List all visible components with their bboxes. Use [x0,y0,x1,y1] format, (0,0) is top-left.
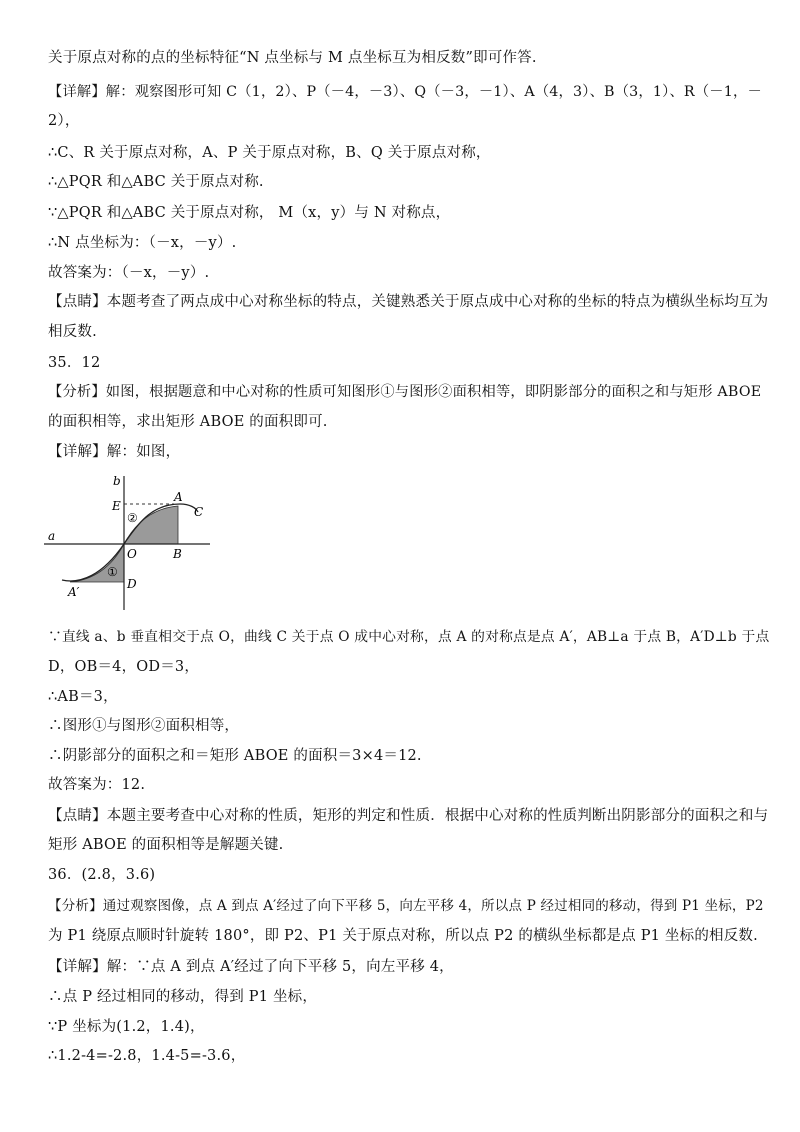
text-line: ∴AB＝3， [48,689,118,705]
text-line: ∴△PQR 和△ABC 关于原点对称. [48,174,264,190]
text-line: 相反数. [48,324,97,340]
label-region-1: ① [107,565,118,579]
text-line: 【点睛】本题主要考查中心对称的性质，矩形的判定和性质．根据中心对称的性质判断出阴影部分的面积之和与 [48,808,769,824]
label-region-2: ② [127,511,138,525]
question-number: 35．12 [48,355,101,371]
label-c: C [194,505,204,519]
text-line: ∴N 点坐标为：（－x，－y）. [48,235,237,251]
text-line: 【详解】解：观察图形可知 C（1，2）、P（－4，－3）、Q（－3，－1）、A（4，3）、B（3，1）、R（－1，－ [48,84,762,100]
text-line: 【分析】通过观察图像，点 A 到点 A′经过了向下平移 5，向左平移 4，所以点 P 经过相同的移动，得到 P1 坐标，P2 [48,898,764,914]
text-line: ∴阴影部分的面积之和＝矩形 ABOE 的面积＝3×4＝12. [48,748,422,764]
text-line: ∵P 坐标为(1.2，1.4)， [48,1019,205,1035]
text-line: 故答案为：（－x，－y）. [48,265,210,281]
symmetry-figure [40,468,220,616]
text-line: 关于原点对称的点的坐标特征“N 点坐标与 M 点坐标互为相反数”即可作答. [48,50,537,66]
text-line: 【详解】解：∵点 A 到点 A′经过了向下平移 5，向左平移 4， [48,959,454,975]
label-o: O [127,547,137,561]
text-line: 的面积相等，求出矩形 ABOE 的面积即可. [48,414,328,430]
label-b-point: B [173,547,182,561]
text-line: 【点睛】本题考查了两点成中心对称坐标的特点，关键熟悉关于原点成中心对称的坐标的特点为横纵坐标均互为 [48,294,769,310]
text-line: ∴1.2-4=-2.8，1.4-5=-3.6， [48,1048,246,1064]
text-line: ∵直线 a、b 垂直相交于点 O，曲线 C 关于点 O 成中心对称，点 A 的对称点是点 A′，AB⊥a 于点 B，A′D⊥b 于点 [48,629,770,645]
text-line: ∴点 P 经过相同的移动，得到 P1 坐标， [48,989,318,1005]
label-e: E [112,499,121,513]
text-line: 矩形 ABOE 的面积相等是解题关键. [48,837,284,853]
question-number: 36．(2.8，3.6) [48,867,156,883]
label-a-prime: A′ [68,585,80,599]
label-b: b [113,474,121,488]
text-line: 故答案为：12. [48,777,146,793]
text-line: 【详解】解：如图， [48,444,181,460]
label-axis-a: a [48,529,56,543]
text-line: D，OB＝4，OD＝3， [48,659,200,675]
text-line: 2）， [48,113,80,129]
text-line: ∴图形①与图形②面积相等， [48,718,240,734]
label-d: D [127,577,137,591]
text-line: ∴C、R 关于原点对称，A、P 关于原点对称，B、Q 关于原点对称， [48,145,491,161]
text-line: 为 P1 绕原点顺时针旋转 180°，即 P2、P1 关于原点对称，所以点 P2 的横纵坐标都是点 P1 坐标的相反数. [48,928,758,944]
text-line: ∵△PQR 和△ABC 关于原点对称， M（x，y）与 N 对称点， [48,205,451,221]
label-a: A [174,490,183,504]
text-line: 【分析】如图，根据题意和中心对称的性质可知图形①与图形②面积相等，即阴影部分的面积之和与矩形 ABOE [48,384,762,400]
